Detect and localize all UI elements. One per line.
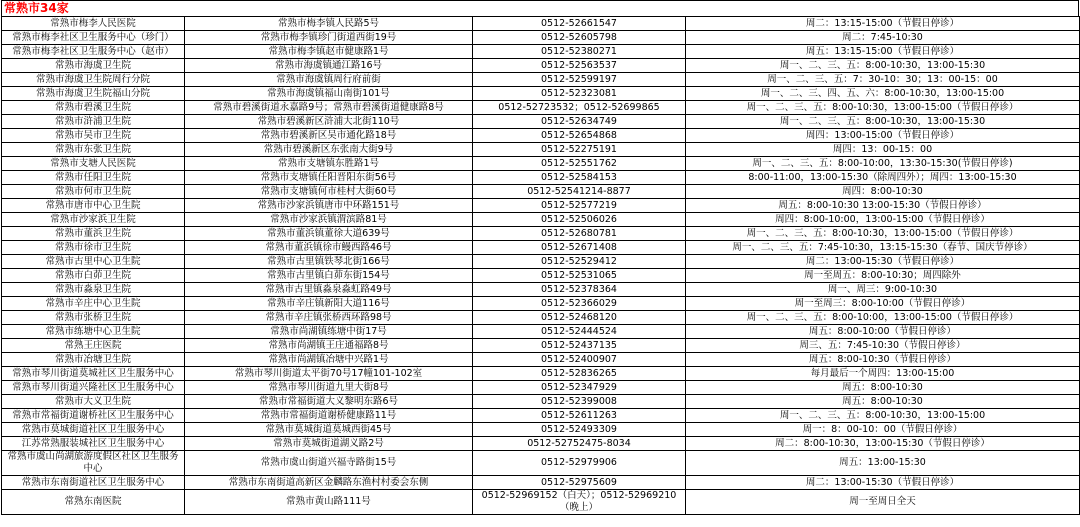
cell-phone: 0512-52654868: [473, 129, 686, 143]
cell-hospital-name: 常熟市琴川街道莫城社区卫生服务中心: [2, 367, 185, 381]
cell-schedule: 周一至周日全天: [686, 490, 1080, 515]
cell-schedule: 周五：8:00-10:30（节假日停诊）: [686, 353, 1080, 367]
cell-phone: 0512-52611263: [473, 409, 686, 423]
cell-hospital-name: 常熟市冶塘卫生院: [2, 353, 185, 367]
spreadsheet: [1, 0, 1079, 515]
cell-phone: 0512-52275191: [473, 143, 686, 157]
cell-schedule: 周一、二、三、五：7:45-10:30，13:15-15:30（春节、国庆节停诊）: [686, 241, 1080, 255]
cell-schedule: 周一、二、三、五：8:00-10:30，13:00-15:30: [686, 59, 1080, 73]
cell-phone: 0512-52399008: [473, 395, 686, 409]
cell-address: 常熟市碧溪街道永嘉路9号；常熟市碧溪街道健康路8号: [185, 101, 473, 115]
cell-hospital-name: 常熟市梅李社区卫生服务中心（赵市）: [2, 45, 185, 59]
cell-hospital-name: 常熟市白茆卫生院: [2, 269, 185, 283]
cell-address: 常熟市黄山路111号: [185, 490, 473, 515]
cell-hospital-name: 常熟市琴川街道兴隆社区卫生服务中心: [2, 381, 185, 395]
cell-phone: 0512-52979906: [473, 451, 686, 476]
cell-address: 常熟市支塘镇东胜路1号: [185, 157, 473, 171]
cell-schedule: 周五：13:15-15:00（节假日停诊）: [686, 45, 1080, 59]
table-row: [2, 423, 1080, 437]
cell-address: 常熟市沙家浜镇渭滨路81号: [185, 213, 473, 227]
cell-phone: 0512-52400907: [473, 353, 686, 367]
cell-phone: 0512-52444524: [473, 325, 686, 339]
cell-schedule: 周四：13:00-15:00（节假日停诊）: [686, 129, 1080, 143]
cell-hospital-name: 常熟市张桥卫生院: [2, 311, 185, 325]
cell-hospital-name: 常熟市碧溪卫生院: [2, 101, 185, 115]
table-row: [2, 409, 1080, 423]
cell-schedule: 周一、二、三、五：8:00-10:30，13:00-15:00: [686, 409, 1080, 423]
table-row: [2, 297, 1080, 311]
cell-schedule: 周五：8:00-10:30: [686, 381, 1080, 395]
table-row: [2, 171, 1080, 185]
cell-hospital-name: 常熟市吴市卫生院: [2, 129, 185, 143]
cell-address: 常熟市董浜镇徐市鳗西路46号: [185, 241, 473, 255]
table-row: [2, 339, 1080, 353]
cell-address: 常熟市支塘镇任阳晋阳东街56号: [185, 171, 473, 185]
cell-address: 常熟市尚湖镇王庄通福路8号: [185, 339, 473, 353]
cell-schedule: 周四：8:00-10:30: [686, 185, 1080, 199]
cell-phone: 0512-52551762: [473, 157, 686, 171]
table-row: [2, 31, 1080, 45]
cell-address: 常熟市董浜镇董徐大道639号: [185, 227, 473, 241]
table-row: [2, 87, 1080, 101]
table-row: [2, 129, 1080, 143]
cell-phone: 0512-52563537: [473, 59, 686, 73]
cell-phone: 0512-52661547: [473, 17, 686, 31]
cell-phone: 0512-52969152（白天）；0512-52969210（晚上）: [473, 490, 686, 515]
cell-schedule: 周二：8:00-10:30，13:00-15:30（节假日停诊）: [686, 437, 1080, 451]
cell-schedule: 周五：8:00-10:30 13:00-15:30（节假日停诊）: [686, 199, 1080, 213]
cell-address: 常熟市尚湖镇练塘中街17号: [185, 325, 473, 339]
cell-phone: 0512-52347929: [473, 381, 686, 395]
cell-phone: 0512-52975609: [473, 476, 686, 490]
cell-hospital-name: 常熟市常福街道谢桥社区卫生服务中心: [2, 409, 185, 423]
cell-hospital-name: 常熟市古里中心卫生院: [2, 255, 185, 269]
table-row: [2, 490, 1080, 515]
cell-hospital-name: 常熟市东南街道社区卫生服务中心: [2, 476, 185, 490]
cell-hospital-name: 常熟市海虞卫生院周行分院: [2, 73, 185, 87]
table-row: [2, 143, 1080, 157]
table-row: [2, 17, 1080, 31]
cell-phone: 0512-52680781: [473, 227, 686, 241]
cell-hospital-name: 常熟市梅李人民医院: [2, 17, 185, 31]
cell-phone: 0512-52366029: [473, 297, 686, 311]
cell-address: 常熟市沙家浜镇唐市中环路151号: [185, 199, 473, 213]
cell-schedule: 周一、二、三、五：8:00-10:00，13:30-15:30(节假日停诊): [686, 157, 1080, 171]
table-row: [2, 255, 1080, 269]
cell-hospital-name: 常熟市海虞卫生院: [2, 59, 185, 73]
cell-schedule: 每月最后一个周四：13:00-15:00: [686, 367, 1080, 381]
cell-address: 常熟市海虞镇周行府前街: [185, 73, 473, 87]
cell-address: 常熟市尚湖镇冶塘中兴路1号: [185, 353, 473, 367]
table-row: [2, 185, 1080, 199]
table-row: [2, 283, 1080, 297]
cell-address: 常熟市琴川街道九里大街8号: [185, 381, 473, 395]
cell-hospital-name: 常熟市董浜卫生院: [2, 227, 185, 241]
cell-address: 常熟市古里镇淼泉淼虹路49号: [185, 283, 473, 297]
cell-address: 常熟市虞山街道兴福寺路街15号: [185, 451, 473, 476]
cell-hospital-name: 常熟市大义卫生院: [2, 395, 185, 409]
cell-schedule: 周二：13:00-15:30（节假日停诊）: [686, 476, 1080, 490]
cell-address: 常熟市梅李镇人民路5号: [185, 17, 473, 31]
cell-phone: 0512-52605798: [473, 31, 686, 45]
cell-hospital-name: 常熟市莫城街道社区卫生服务中心: [2, 423, 185, 437]
cell-hospital-name: 常熟市练塘中心卫生院: [2, 325, 185, 339]
cell-address: 常熟市碧溪新区东张南大街9号: [185, 143, 473, 157]
cell-schedule: 周一、周三：9:00-10:30: [686, 283, 1080, 297]
cell-phone: 0512-52752475-8034: [473, 437, 686, 451]
table-row: [2, 353, 1080, 367]
cell-hospital-name: 常熟市东张卫生院: [2, 143, 185, 157]
cell-hospital-name: 常熟市何市卫生院: [2, 185, 185, 199]
cell-address: 常熟市支塘镇何市桂村大街60号: [185, 185, 473, 199]
cell-hospital-name: 江苏常熟服装城社区卫生服务中心: [2, 437, 185, 451]
table-row: [2, 241, 1080, 255]
cell-hospital-name: 常熟王庄医院: [2, 339, 185, 353]
cell-address: 常熟市海虞镇通江路16号: [185, 59, 473, 73]
cell-schedule: 周一至周三：8:00-10:00（节假日停诊）: [686, 297, 1080, 311]
cell-hospital-name: 常熟市梅李社区卫生服务中心（珍门）: [2, 31, 185, 45]
cell-schedule: 周四：13：00-15：00: [686, 143, 1080, 157]
table-row: [2, 45, 1080, 59]
cell-phone: 0512-52506026: [473, 213, 686, 227]
cell-phone: 0512-52437135: [473, 339, 686, 353]
cell-phone: 0512-52577219: [473, 199, 686, 213]
cell-schedule: 周一、二、三、五：8:00-10:00，13:00-15:00（节假日停诊）: [686, 311, 1080, 325]
cell-hospital-name: 常熟东南医院: [2, 490, 185, 515]
table-row: [2, 476, 1080, 490]
cell-hospital-name: 常熟市辛庄中心卫生院: [2, 297, 185, 311]
cell-phone: 0512-52378364: [473, 283, 686, 297]
cell-hospital-name: 常熟市浒浦卫生院: [2, 115, 185, 129]
cell-address: 常熟市常福街道大义黎明东路6号: [185, 395, 473, 409]
cell-address: 常熟市古里镇铁琴北街166号: [185, 255, 473, 269]
cell-schedule: 周二：7:45-10:30: [686, 31, 1080, 45]
cell-address: 常熟市梅李镇珍门街道西街19号: [185, 31, 473, 45]
cell-hospital-name: 常熟市任阳卫生院: [2, 171, 185, 185]
table-row: [2, 381, 1080, 395]
table-row: [2, 451, 1080, 476]
table-row: [2, 269, 1080, 283]
cell-address: 常熟市辛庄镇新阳大道116号: [185, 297, 473, 311]
table-row: [2, 213, 1080, 227]
cell-address: 常熟市碧溪新区吴市通化路18号: [185, 129, 473, 143]
cell-phone: 0512-52323081: [473, 87, 686, 101]
cell-phone: 0512-52584153: [473, 171, 686, 185]
cell-schedule: 周一、二、三、五：8:00-10:30，13:00-15:00（节假日停诊）: [686, 101, 1080, 115]
cell-phone: 0512-52531065: [473, 269, 686, 283]
cell-phone: 0512-52634749: [473, 115, 686, 129]
cell-phone: 0512-52836265: [473, 367, 686, 381]
cell-phone: 0512-52529412: [473, 255, 686, 269]
sheet-title: 常熟市34家: [1, 0, 1079, 16]
cell-schedule: 周一至周五：8:00-10:30；周四除外: [686, 269, 1080, 283]
cell-phone: 0512-52493309: [473, 423, 686, 437]
table-row: [2, 311, 1080, 325]
cell-schedule: 周五：8:00-10:00（节假日停诊）: [686, 325, 1080, 339]
cell-schedule: 周一、二、三、五：8:00-10:30，13:00-15:00（节假日停诊）: [686, 227, 1080, 241]
cell-hospital-name: 常熟市支塘人民医院: [2, 157, 185, 171]
table-row: [2, 367, 1080, 381]
table-row: [2, 395, 1080, 409]
cell-address: 常熟市海虞镇福山南街101号: [185, 87, 473, 101]
cell-schedule: 周五：8:00-10:30: [686, 395, 1080, 409]
cell-schedule: 周一、二、三、五：8:00-10:30，13:00-15:30: [686, 115, 1080, 129]
table-row: [2, 199, 1080, 213]
cell-hospital-name: 常熟市唐市中心卫生院: [2, 199, 185, 213]
cell-hospital-name: 常熟市海虞卫生院福山分院: [2, 87, 185, 101]
cell-phone: 0512-52541214-8877: [473, 185, 686, 199]
cell-phone: 0512-52671408: [473, 241, 686, 255]
cell-address: 常熟市莫城街道莫城西街45号: [185, 423, 473, 437]
cell-phone: 0512-52468120: [473, 311, 686, 325]
cell-schedule: 周二：13:00-15:30（节假日停诊）: [686, 255, 1080, 269]
table-row: [2, 157, 1080, 171]
cell-schedule: 周四：8:00-10:00，13:00-15:00（节假日停诊）: [686, 213, 1080, 227]
table-row: [2, 325, 1080, 339]
cell-schedule: 周三、五：7:45-10:30（节假日停诊）: [686, 339, 1080, 353]
cell-address: 常熟市碧溪新区浒浦大北街110号: [185, 115, 473, 129]
cell-hospital-name: 常熟市徐市卫生院: [2, 241, 185, 255]
cell-address: 常熟市梅李镇赵市健康路1号: [185, 45, 473, 59]
table-row: [2, 101, 1080, 115]
cell-phone: 0512-52599197: [473, 73, 686, 87]
table-row: [2, 59, 1080, 73]
cell-schedule: 周一、二、三、五：7：30-10：30；13：00-15：00: [686, 73, 1080, 87]
hospital-table: [1, 16, 1080, 515]
table-row: [2, 437, 1080, 451]
cell-schedule: 周一、二、三、四、五、六：8:00-10:30，13:00-15:00: [686, 87, 1080, 101]
table-row: [2, 115, 1080, 129]
cell-address: 常熟市辛庄镇张桥西环路98号: [185, 311, 473, 325]
cell-hospital-name: 常熟市沙家浜卫生院: [2, 213, 185, 227]
cell-phone: 0512-52380271: [473, 45, 686, 59]
cell-address: 常熟市东南街道高新区金麟路东渔村村委会东侧: [185, 476, 473, 490]
cell-schedule: 8:00-11:00，13:00-15:30（除周四外）；周四：13:00-15:30: [686, 171, 1080, 185]
cell-address: 常熟市常福街道谢桥健康路11号: [185, 409, 473, 423]
cell-address: 常熟市古里镇白茆东街154号: [185, 269, 473, 283]
cell-schedule: 周一：8：00-10：00（节假日停诊）: [686, 423, 1080, 437]
cell-address: 常熟市琴川街道太平街70号17幢101-102室: [185, 367, 473, 381]
cell-hospital-name: 常熟市虞山尚湖旅游度假区社区卫生服务中心: [2, 451, 185, 476]
cell-hospital-name: 常熟市淼泉卫生院: [2, 283, 185, 297]
table-row: [2, 73, 1080, 87]
table-row: [2, 227, 1080, 241]
cell-schedule: 周二：13:15-15:00（节假日停诊）: [686, 17, 1080, 31]
cell-phone: 0512-52723532；0512-52699865: [473, 101, 686, 115]
cell-address: 常熟市莫城街道湖义路2号: [185, 437, 473, 451]
cell-schedule: 周五：13:00-15:30: [686, 451, 1080, 476]
